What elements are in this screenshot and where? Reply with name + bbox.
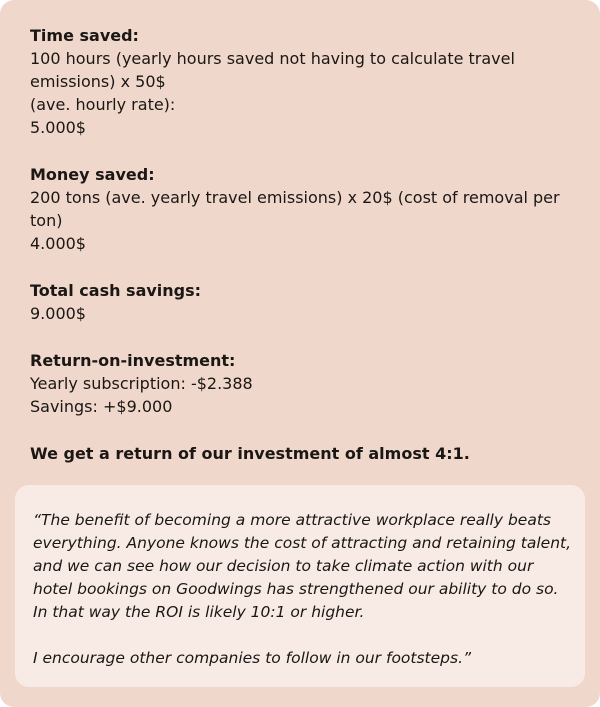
savings-line: Savings: +$9.000 [30,397,173,416]
quote-line: and we can see how our decision to take climate action with our [33,557,534,575]
total-savings-heading: Total cash savings: [30,281,202,300]
testimonial-quote [15,485,585,687]
time-saved-value: 5.000$ [30,118,86,137]
subscription-cost-line: Yearly subscription: -$2.388 [30,374,253,393]
money-saved-line: ton) [30,211,63,230]
quote-paragraph-gap [33,624,567,647]
quote-line: hotel bookings on Goodwings has strengthened our ability to do so. [33,580,559,598]
roi-heading: Return-on-investment: [30,351,236,370]
quote-line: “The benefit of becoming a more attractive workplace really beats [33,511,551,529]
money-saved-heading: Money saved: [30,165,155,184]
quote-line: everything. Anyone knows the cost of attracting and retaining talent, [33,534,572,552]
roi-summary: We get a return of our investment of almost 4:1. [30,444,470,463]
time-saved-line: (ave. hourly rate): [30,95,176,114]
roi-section [30,349,570,418]
quote-closing-line: I encourage other companies to follow in our footsteps.” [33,649,472,667]
money-saved-line: 200 tons (ave. yearly travel emissions) x 20$ (cost of removal per [30,188,560,207]
time-saved-heading: Time saved: [30,26,139,45]
time-saved-section [30,24,570,139]
total-savings-section [30,279,570,325]
total-savings-value: 9.000$ [30,304,86,323]
quote-line: In that way the ROI is likely 10:1 or higher. [33,603,365,621]
money-saved-section [30,163,570,255]
money-saved-value: 4.000$ [30,234,86,253]
time-saved-line: emissions) x 50$ [30,72,166,91]
time-saved-line: 100 hours (yearly hours saved not having to calculate travel [30,49,515,68]
